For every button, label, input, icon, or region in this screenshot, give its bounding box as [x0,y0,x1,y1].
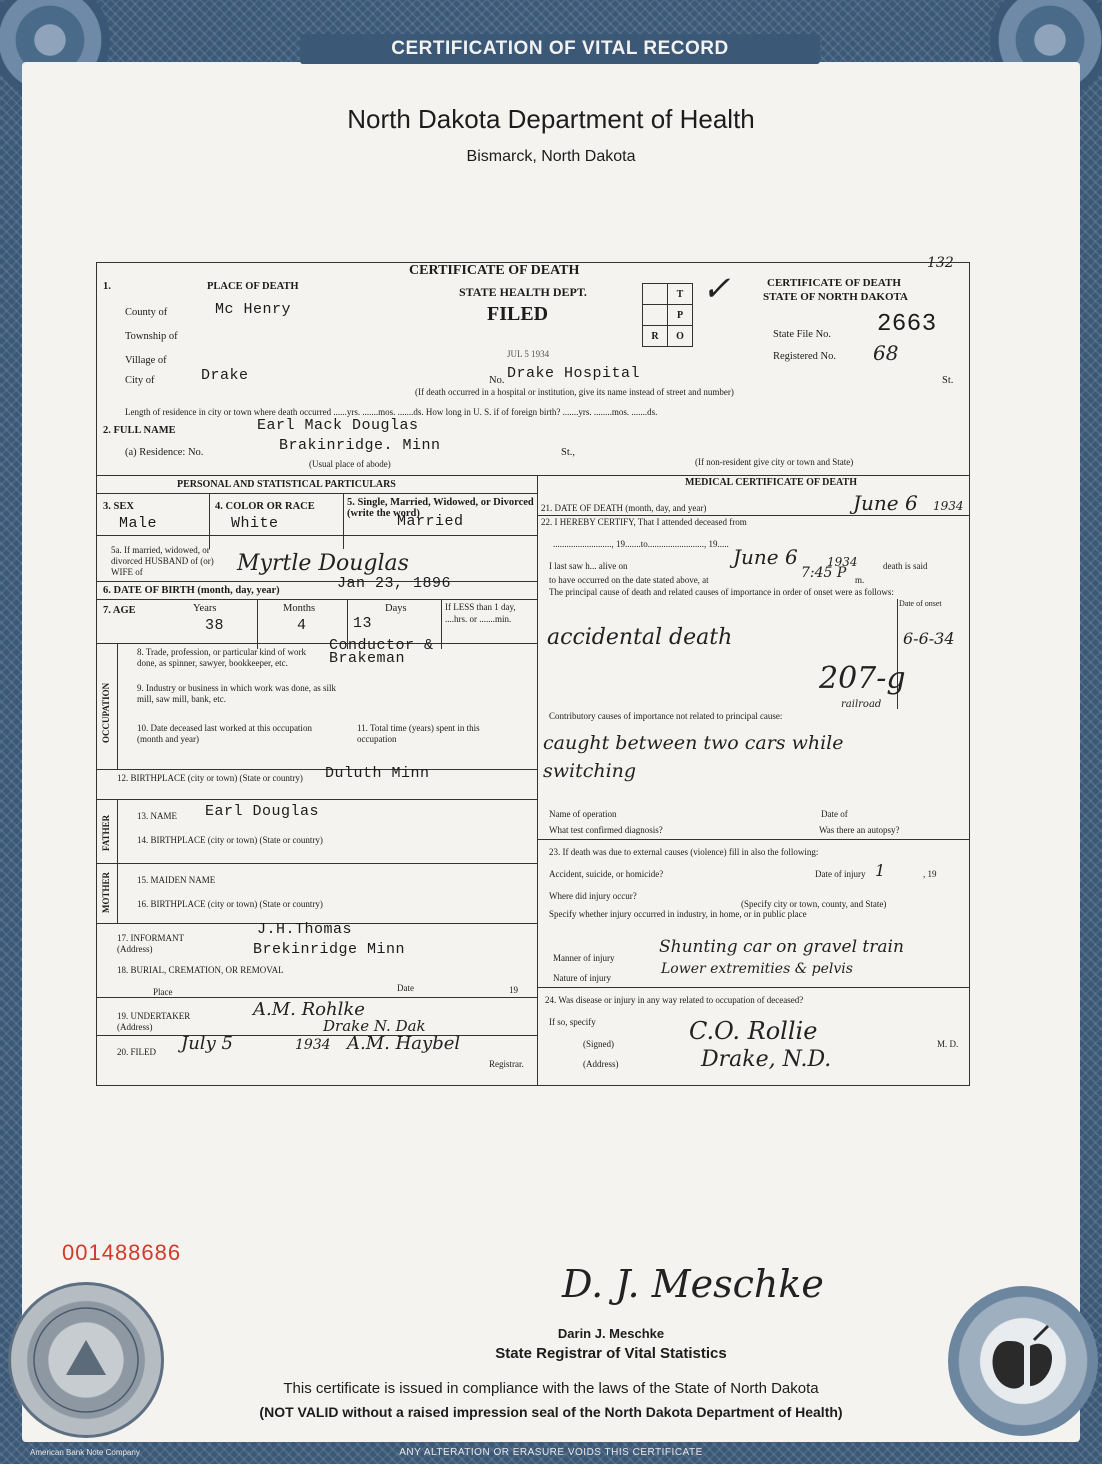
husband-label: 5a. If married, widowed, or divorced HUSBAND of (or) WIFE of [111,545,214,577]
last-worked-label: 10. Date deceased last worked at this occupation (month and year) [137,723,312,744]
last-saw-label: I last saw h... alive on [549,561,628,571]
divider [117,799,118,923]
registrar-name: Darin J. Meschke [557,1326,665,1341]
not-valid-statement: (NOT VALID without a raised impression seal of the North Dakota Department of Health) [259,1404,843,1420]
registrar-signature: A.M. Haybel [347,1033,461,1054]
age-label: 7. AGE [103,605,136,616]
specify-place-note: (Specify city or town, county, and State) [741,899,887,909]
undertaker-address: Drake N. Dak [323,1017,426,1035]
time-of-death: 7:45 P [801,565,847,581]
length-of-residence: Length of residence in city or town where death occurred ......yrs. .......mos. .......ds. How long in U. S. if of foreign birth? .......yrs. ........mos. .......ds. [125,407,658,417]
state-file-label: State File No. [773,329,832,340]
husband-value: Myrtle Douglas [237,551,409,576]
informant-address: Brekinridge Minn [253,941,406,958]
marital-value: Married [397,513,464,530]
state-seal-icon [8,1282,164,1438]
nature-value: Lower extremities & pelvis [661,961,853,977]
divider [537,475,538,1085]
where-injury-label: Where did injury occur? [549,891,637,901]
department-title: North Dakota Department of Health [347,104,755,134]
years-label: Years [193,603,217,614]
external-causes-label: 23. If death was due to external causes (violence) fill in also the following: [549,847,819,857]
death-said-label: death is said [883,561,928,571]
nonresident-note: (If non-resident give city or town and State) [695,457,854,467]
burial-place-label: Place [153,987,173,997]
operation-date-label: Date of [821,809,848,819]
divider [343,493,344,549]
st-label: St. [942,375,954,386]
usual-abode-note: (Usual place of abode) [309,459,391,469]
burial-label: 18. BURIAL, CREMATION, OR REMOVAL [117,965,284,975]
if-so-label: If so, specify [549,1017,596,1027]
county-label: County of [125,307,168,318]
nature-label: Nature of injury [553,973,611,983]
trade-label: 8. Trade, profession, or particular kind of work done, as spinner, sawyer, bookkeeper, etc. [137,647,306,668]
test-label: What test confirmed diagnosis? [549,825,663,835]
stamp-o: O [668,326,693,347]
birthplace-value: Duluth Minn [325,765,430,782]
md-label: M. D. [937,1039,959,1049]
signed-label: (Signed) [583,1039,614,1049]
no-label: No. [489,375,505,386]
filed-date: July 5 [181,1033,233,1054]
age-months: 4 [297,617,307,634]
days-label: Days [385,603,407,614]
injury-date-value: 1 [875,861,886,880]
m-label: m. [855,575,865,585]
divider [97,863,537,864]
occurred-at-label: to have occurred on the date stated above, at [549,575,709,585]
divider [537,987,969,988]
injury-date-label: Date of injury [815,869,866,879]
injury-year-label: , 19 [923,869,937,879]
divider [97,599,537,600]
specify-whether-label: Specify whether injury occurred in industry, in home, or in public place [549,909,807,919]
security-printer: American Bank Note Company [30,1448,140,1457]
full-name-label: 2. FULL NAME [103,425,176,436]
manner-value: Shunting car on gravel train [659,937,904,957]
last-saw-value: June 6 [733,545,798,569]
maiden-name-label: 15. MAIDEN NAME [137,875,216,885]
full-name-value: Earl Mack Douglas [257,417,419,434]
manner-label: Manner of injury [553,953,615,963]
sex-value: Male [119,515,158,532]
physician-address-value: Drake, N.D. [701,1047,832,1072]
dob-value: Jan 23, 1896 [337,575,452,592]
registered-label: Registered No. [773,351,836,362]
state-health-dept: STATE HEALTH DEPT. [459,285,587,299]
father-name-value: Earl Douglas [205,803,320,820]
father-name-label: 13. NAME [137,811,177,821]
department-city: Bismarck, North Dakota [466,148,636,165]
divider [97,799,537,800]
physician-signature: C.O. Rollie [689,1017,818,1045]
page-number: 132 [927,255,954,271]
physician-address-label: (Address) [583,1059,619,1069]
divider [97,535,537,536]
q24-label: 24. Was disease or injury in any way related to occupation of deceased? [545,995,804,1005]
filed-label: 20. FILED [117,1047,156,1057]
item-1-number: 1. [103,281,111,292]
filed-year: 1934 [295,1037,331,1053]
registered-number: 68 [873,341,899,365]
cause-code: 207-g [819,661,906,696]
date-of-onset-label: Date of onset [899,599,942,608]
city-value: Drake [201,367,249,384]
date-of-death-year: 1934 [933,499,964,513]
medical-header: MEDICAL CERTIFICATE OF DEATH [685,477,857,488]
months-label: Months [283,603,316,614]
divider [97,475,969,476]
check-mark: ✓ [702,269,731,309]
cert-of-death-label: CERTIFICATE OF DEATH [767,277,901,289]
industry-label: 9. Industry or business in which work was done, as silk mill, saw mill, bank, etc. [137,683,336,704]
operation-label: Name of operation [549,809,617,819]
cause-date-value: 6-6-34 [903,629,955,648]
serial-number: 001488686 [62,1240,182,1265]
age-days: 13 [353,615,373,632]
divider [537,839,969,840]
hospital-value: Drake Hospital [507,365,641,382]
railroad-note: railroad [841,699,882,710]
informant-label: 17. INFORMANT (Address) [117,933,184,954]
state-registrar-signature: D. J. Meschke [562,1262,824,1306]
burial-year-label: 19 [509,985,518,995]
color-label: 4. COLOR OR RACE [215,501,315,512]
divider [257,599,258,649]
alteration-warning: ANY ALTERATION OR ERASURE VOIDS THIS CERTIFICATE [399,1447,703,1458]
city-label: City of [125,375,155,386]
trade-value: Conductor & Brakeman [329,637,434,667]
divider [117,643,118,769]
last-saw-year: 1934 [827,555,858,569]
residence-label: (a) Residence: No. [125,447,204,458]
burial-date-label: Date [397,983,414,993]
divider [97,493,537,494]
undertaker-label: 19. UNDERTAKER (Address) [117,1011,191,1032]
autopsy-label: Was there an autopsy? [819,825,900,835]
health-department-seal-icon [948,1286,1098,1436]
date-of-death-value: June 6 [853,491,918,515]
sex-label: 3. SEX [103,501,134,512]
father-birthplace-label: 14. BIRTHPLACE (city or town) (State or country) [137,835,323,845]
filed-stamp-date: JUL 5 1934 [507,349,550,359]
filed-stamp: FILED [487,303,549,325]
total-time-label: 11. Total time (years) spent in this occupation [357,723,480,744]
undertaker-signature: A.M. Rohlke [253,999,365,1020]
certification-banner: CERTIFICATION OF VITAL RECORD [300,34,820,64]
death-certificate-form [96,255,970,1086]
mother-birthplace-label: 16. BIRTHPLACE (city or town) (State or country) [137,899,323,909]
divider [97,1035,537,1036]
state-file-number: 2663 [877,311,937,338]
residence-value: Brakinridge. Minn [279,437,441,454]
date-of-death-label: 21. DATE OF DEATH (month, day, and year) [541,503,707,513]
less-than-day-label: If LESS than 1 day, ....hrs. or .......min. [445,602,516,624]
stamp-r: R [643,326,668,347]
form-title: CERTIFICATE OF DEATH [409,263,580,278]
birthplace-label: 12. BIRTHPLACE (city or town) (State or country) [117,773,303,783]
divider [537,515,969,516]
contributory-cause-value: caught between two cars while switching [543,732,844,782]
stamp-grid [642,283,693,347]
divider [97,643,537,644]
attended-from-line: .........................., 19.......to........................., 19..... [553,539,729,549]
stamp-p: P [668,305,693,326]
township-label: Township of [125,331,178,342]
place-of-death-label: PLACE OF DEATH [207,281,299,292]
principal-cause-value: accidental death [547,625,733,650]
father-vertical-label: FATHER [101,814,111,851]
state-nd-label: STATE OF NORTH DAKOTA [763,291,908,303]
registrar-label: Registrar. [489,1059,524,1069]
personal-header: PERSONAL AND STATISTICAL PARTICULARS [177,479,396,490]
occupation-vertical-label: OCCUPATION [101,682,111,743]
compliance-statement: This certificate is issued in compliance with the laws of the State of North Dakota [283,1380,819,1397]
divider [97,997,537,998]
color-value: White [231,515,279,532]
registrar-title: State Registrar of Vital Statistics [495,1345,727,1362]
certify-label: 22. I HEREBY CERTIFY, That I attended deceased from [541,517,747,527]
contributory-label: Contributory causes of importance not related to principal cause: [549,711,783,721]
residence-st-label: St., [561,447,576,458]
divider [97,581,537,582]
mother-vertical-label: MOTHER [101,871,111,913]
marital-label: 5. Single, Married, Widowed, or Divorced (write the word) [347,497,534,519]
county-value: Mc Henry [215,301,292,318]
stamp-t: T [668,284,693,305]
principal-cause-label: The principal cause of death and related causes of importance in order of onset were as follows: [549,587,894,597]
village-label: Village of [125,355,167,366]
age-years: 38 [205,617,225,634]
divider [209,493,210,549]
accident-label: Accident, suicide, or homicide? [549,869,664,879]
dob-label: 6. DATE OF BIRTH (month, day, year) [103,585,280,596]
hospital-note: (If death occurred in a hospital or institution, give its name instead of street and number) [415,387,734,397]
informant-value: J.H.Thomas [257,921,353,938]
divider [97,769,537,770]
